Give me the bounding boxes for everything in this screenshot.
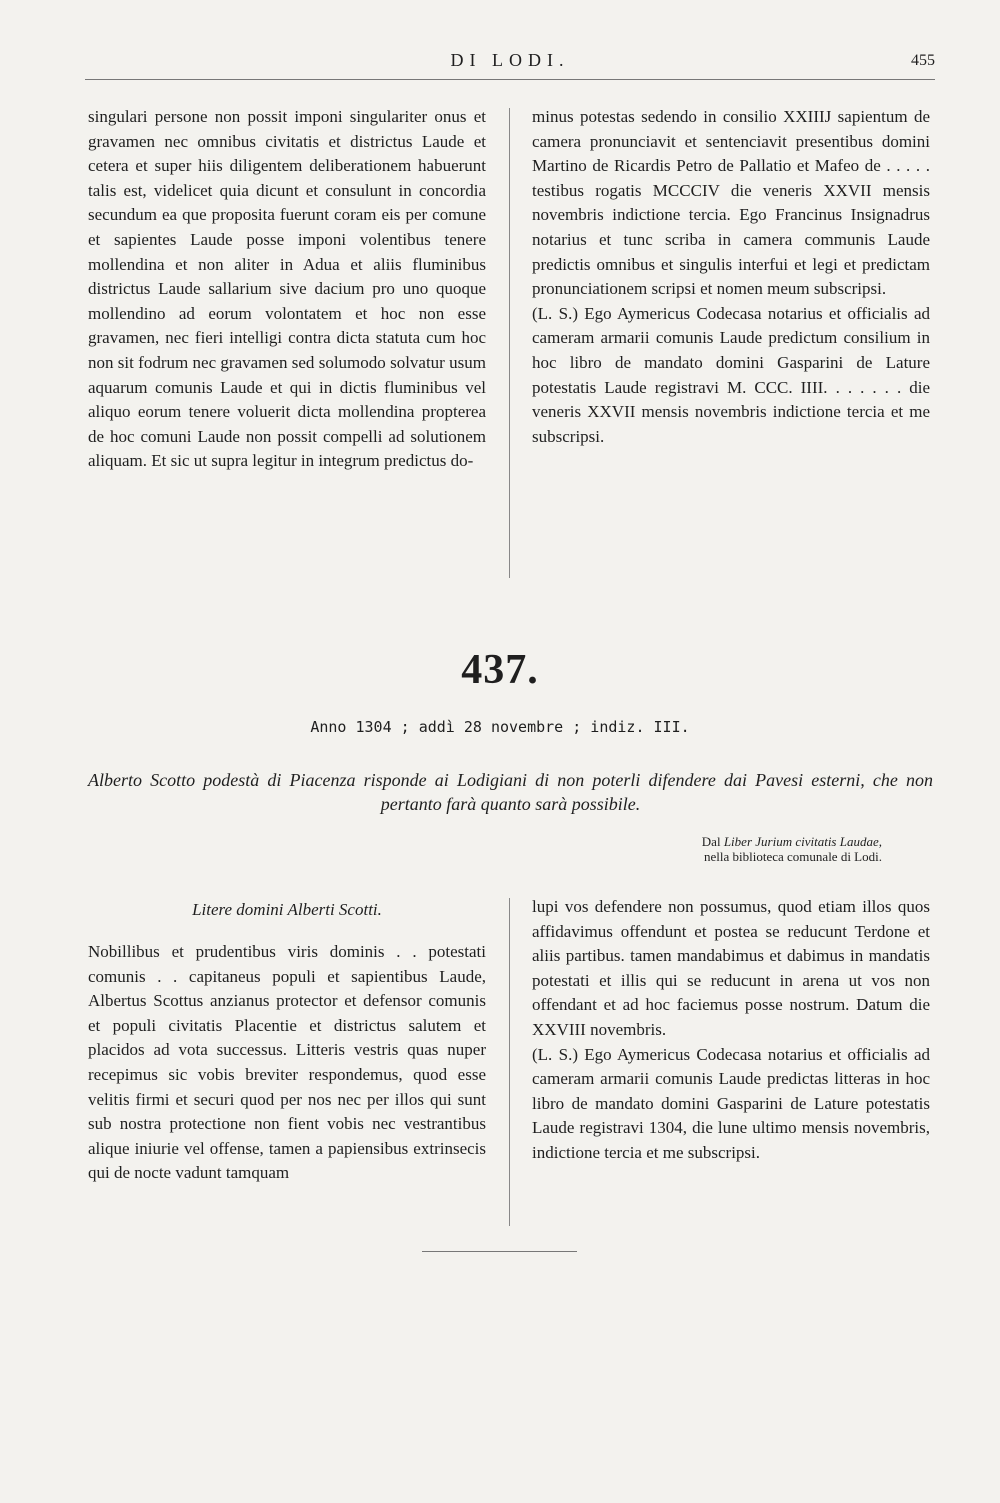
header-rule [85, 79, 935, 80]
document-summary: Alberto Scotto podestà di Piacenza risponde ai Lodigiani di non poterli difendere dai Pavesi esterni, che non pertanto farà quanto sarà possibile. [88, 770, 933, 814]
column-divider-bottom [509, 898, 510, 1226]
letter-text-right-column: lupi vos defendere non possumus, quod etiam illos quos affidavimus offendunt et postea se reducunt Terdone et aliis partibus. tamen mandabimus et dabimus in mandatis potestati et illis qui se reducunt in arena ut vos non offendant et ad hoc faciemus posse nostrum. Datum die XXVIII novembris. (L. S.) Ego Aymericus Codecasa notarius et officialis ad cameram armarii comunis Laude predictas litteras in hoc libro de mandato domini Gasparini de Lature potestatis Laude registravi 1304, die lune ultimo mensis novembris, indictione tercia et me subscripsi. [532, 897, 930, 1162]
page-number: 455 [911, 52, 935, 69]
source-note [562, 834, 882, 864]
document-date-line: Anno 1304 ; addì 28 novembre ; indiz. III. [310, 718, 690, 736]
document-number: 437. [461, 647, 539, 693]
letter-text-left-column: Nobillibus et prudentibus viris dominis . . potestati comunis . . capitaneus populi et sapientibus Laude, Albertus Scottus anzianus protector et defensor comunis et populi civitatis Placentie et districtus salutem et placidos ad vota successus. Litteris vestris quas nuper recepimus sic vobis breviter respondemus, quod esse velitis firmi et securi quod per nos nec per illos qui sunt sub nostra protectione non fient vobis nec vestrantibus alique iniurie vel offense, tamen a papiensibus extrinsecis qui de nocte vadunt tamquam [88, 942, 486, 1183]
continued-text-left-column: singulari persone non possit imponi singulariter onus et gravamen nec omnibus civitatis et districtus Laude et cetera et super hiis diligentem deliberationem habuerunt talis est, videlicet quia dicunt et consulunt in concordia secundum ea que proposita fuerunt coram eis per comune et sapientes Laude posse imponi volentibus tenere mollendina et non aliter in Adua et aliis fluminibus districtus Laude sallarium sive dacium pro uno quoque mollendino ad eorum volontatem et hoc non esse gravamen, nec fieri intelligi contra dicta statuta cum hoc non sit fodrum nec gravamen sed solumodo solvatur usum aquarum comunis Laude et qui in dictis fluminibus vel aliquo eorum tenere voluerit dicta mollendina propterea de hoc comuni Laude non possit compelli ad solutionem aliquam. Et sic ut supra legitur in integrum predictus do- [88, 107, 486, 471]
source-location: nella biblioteca comunale di Lodi. [704, 849, 882, 864]
end-rule [422, 1251, 577, 1252]
source-note-title-line [562, 834, 882, 849]
continued-text-right-column: minus potestas sedendo in consilio XXIIIJ sapientum de camera pronunciavit et sentenciavit presentibus domini Martino de Ricardis Petro de Pallatio et Mafeo de . . . . . testibus rogatis MCCCIV die veneris XXVII mensis novembris indictione tercia. Ego Francinus Insignadrus notarius et tunc scriba in camera communis Laude predictis omnibus et singulis interfui et legi et predictam pronunciationem scripsi et nomen meum subscripsi. (L. S.) Ego Aymericus Codecasa notarius et officialis ad cameram armarii comunis Laude predictum consilium in hoc libro de mandato domini Gasparini de Lature potestatis Laude registravi M. CCC. IIII. . . . . . . die veneris XXVII mensis novembris indictione tercia et me subscripsi. [532, 107, 930, 446]
column-divider-top [509, 108, 510, 578]
running-title: DI LODI. [450, 50, 570, 70]
source-title: Liber Jurium civitatis Laudae, [723, 834, 882, 849]
letter-subheading: Litere domini Alberti Scotti. [192, 900, 382, 919]
source-prefix: Dal [701, 834, 724, 849]
running-header [85, 50, 935, 74]
